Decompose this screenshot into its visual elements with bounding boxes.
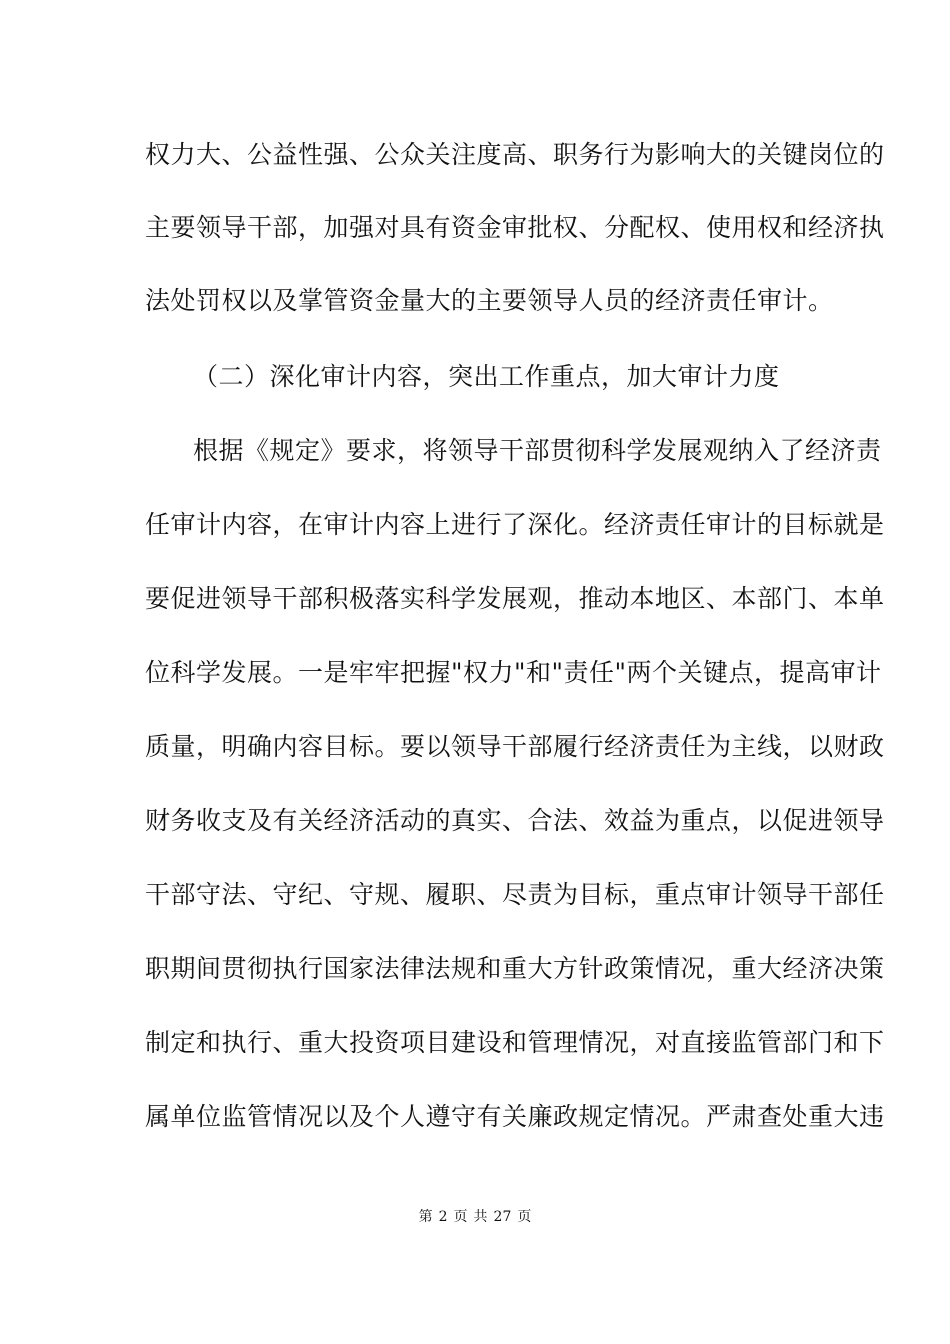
- body-text-line: 属单位监管情况以及个人遵守有关廉政规定情况。严肃查处重大违: [145, 1102, 885, 1131]
- footer-prefix: 第: [418, 1209, 433, 1225]
- body-text-line: 要促进领导干部积极落实科学发展观，推动本地区、本部门、本单: [145, 584, 885, 613]
- total-page-count: 27: [493, 1209, 512, 1225]
- footer-suffix: 页: [517, 1209, 532, 1225]
- footer-total-label: 共: [473, 1209, 488, 1225]
- body-text-line: 质量，明确内容目标。要以领导干部履行经济责任为主线，以财政: [145, 732, 885, 761]
- body-text-line: 位科学发展。一是牢牢把握"权力"和"责任"两个关键点，提高审计: [145, 658, 882, 687]
- current-page-number: 2: [438, 1209, 448, 1225]
- body-text-line: 法处罚权以及掌管资金量大的主要领导人员的经济责任审计。: [145, 286, 834, 315]
- body-text-line: 权力大、公益性强、公众关注度高、职务行为影响大的关键岗位的: [145, 140, 885, 169]
- page-footer: [0, 1208, 950, 1226]
- body-text-line: 制定和执行、重大投资项目建设和管理情况，对直接监管部门和下: [145, 1028, 885, 1057]
- body-text-line: 干部守法、守纪、守规、履职、尽责为目标，重点审计领导干部任: [145, 880, 885, 909]
- footer-page-word: 页: [453, 1209, 468, 1225]
- section-heading: （二）深化审计内容，突出工作重点，加大审计力度: [193, 362, 780, 391]
- body-text-line: 根据《规定》要求，将领导干部贯彻科学发展观纳入了经济责: [193, 436, 882, 465]
- body-text-line: 任审计内容，在审计内容上进行了深化。经济责任审计的目标就是: [145, 510, 885, 539]
- body-text-line: 主要领导干部，加强对具有资金审批权、分配权、使用权和经济执: [145, 213, 885, 242]
- body-text-line: 职期间贯彻执行国家法律法规和重大方针政策情况，重大经济决策: [145, 954, 885, 983]
- body-text-line: 财务收支及有关经济活动的真实、合法、效益为重点，以促进领导: [145, 806, 885, 835]
